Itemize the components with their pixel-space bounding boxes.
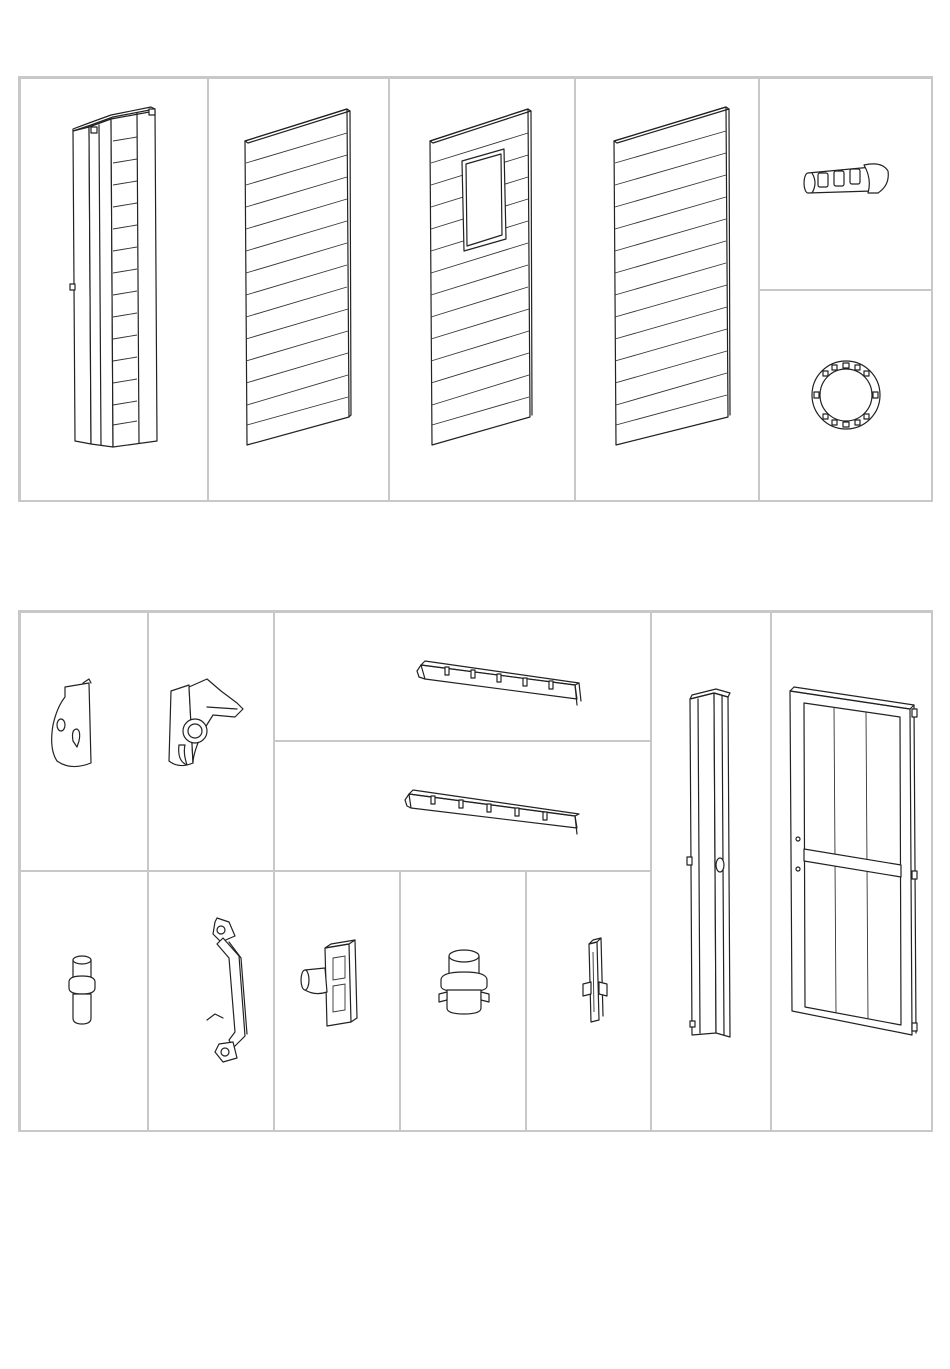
latch-plate-icon: [149, 613, 275, 872]
porthole-ring-icon: [760, 291, 934, 503]
cap-connector-icon: [401, 872, 527, 1133]
part-cell-door-post: [651, 612, 771, 1132]
part-cell-hinge-plate: [20, 612, 148, 871]
part-cell-window-panel: [389, 78, 575, 502]
hardware-grid: [18, 610, 933, 1132]
part-cell-pin-clip: [526, 871, 651, 1132]
wall-panel-tall-icon: [576, 79, 760, 503]
pin-clip-icon: [527, 872, 652, 1133]
part-cell-wall-panel: [208, 78, 389, 502]
part-cell-handle: [148, 871, 274, 1132]
part-cell-cap-connector: [400, 871, 526, 1132]
part-cell-latch-plate: [148, 612, 274, 871]
door-icon: [772, 613, 934, 1133]
rail-lower-icon: [275, 742, 652, 872]
part-cell-door: [771, 612, 933, 1132]
hinge-plate-icon: [21, 613, 149, 872]
part-cell-porthole-ring: [759, 290, 933, 502]
corner-post-icon: [21, 79, 209, 503]
part-cell-corner-post: [20, 78, 208, 502]
panels-grid: [18, 76, 933, 502]
part-cell-rail-lower: [274, 741, 651, 871]
door-post-icon: [652, 613, 772, 1133]
spring-connector-icon: [760, 79, 934, 291]
part-cell-wall-panel-tall: [575, 78, 759, 502]
hinge-clip-icon: [275, 872, 401, 1133]
part-cell-peg: [20, 871, 148, 1132]
window-panel-icon: [390, 79, 576, 503]
handle-icon: [149, 872, 275, 1133]
part-cell-hinge-clip: [274, 871, 400, 1132]
part-cell-connector-spring: [759, 78, 933, 290]
peg-icon: [21, 872, 149, 1133]
wall-panel-icon: [209, 79, 390, 503]
part-cell-rail-upper: [274, 612, 651, 741]
rail-upper-icon: [275, 613, 652, 742]
